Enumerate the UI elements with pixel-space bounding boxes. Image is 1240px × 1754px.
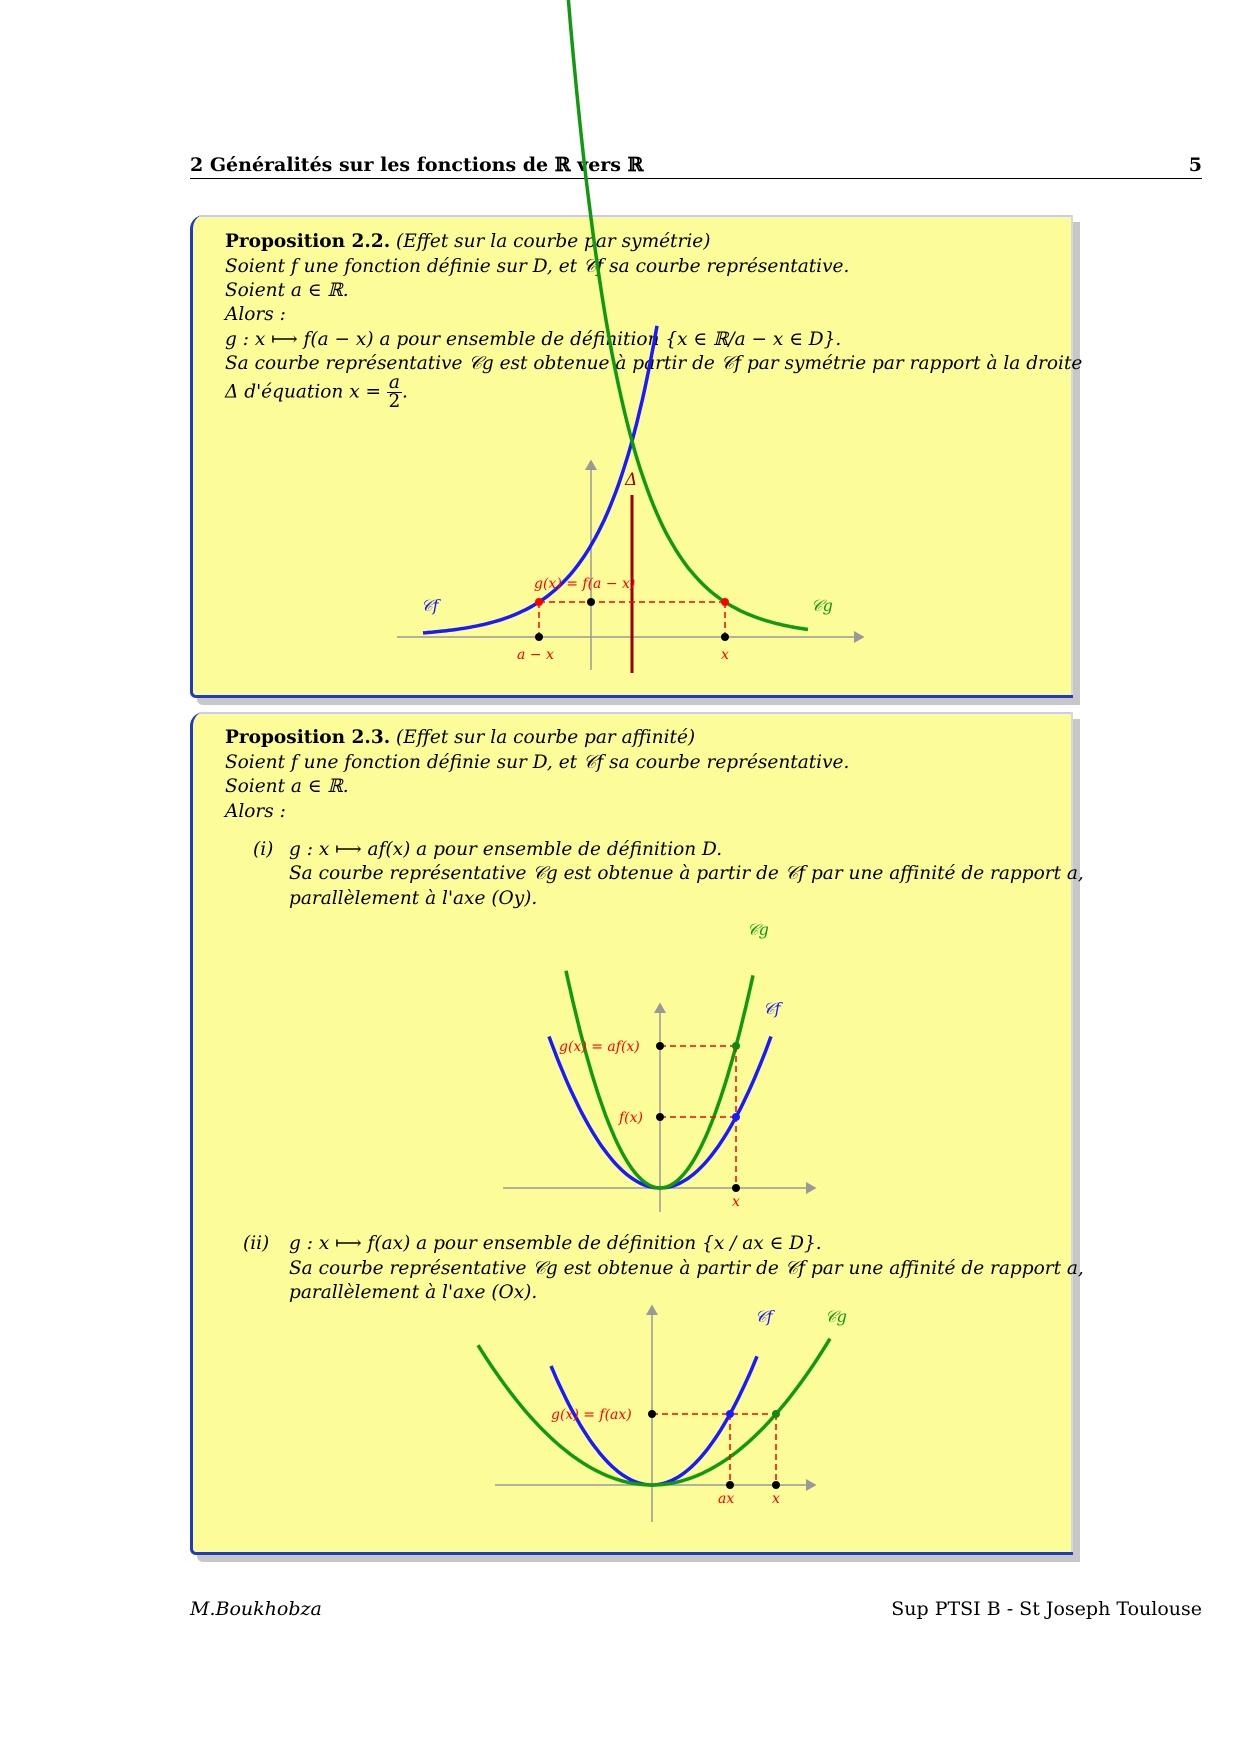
proposition-2-3-box	[190, 712, 1084, 1555]
symmetry-figure	[193, 215, 1073, 695]
x-label: x	[721, 647, 729, 663]
item1-line3: parallèlement à l'axe (Oy).	[289, 888, 538, 909]
fig1-point-cg	[732, 1042, 740, 1050]
fig2-cg-label: 𝒞g	[825, 1307, 847, 1326]
fig1-cf-label: 𝒞f	[763, 999, 781, 1018]
prop22-line5: Sa courbe représentative 𝒞g est obtenue à partir de 𝒞f par symétrie par rapport à la droite	[225, 353, 1083, 374]
fig1-point-x	[732, 1184, 740, 1192]
fig1-cg-label: 𝒞g	[747, 920, 769, 939]
fig2-gx-label: g(x) = f(ax)	[551, 1407, 632, 1423]
prop23-label: Proposition 2.3.	[225, 727, 391, 748]
item2-number: (ii)	[243, 1233, 270, 1254]
fig2-point-cg	[772, 1410, 780, 1418]
cf-label: 𝒞f	[421, 596, 439, 615]
fig2-point-cf	[726, 1410, 734, 1418]
footer-author: M.Boukhobza	[190, 1598, 322, 1620]
fig2-point-x	[772, 1481, 780, 1489]
a-over-2-fraction: $\frac{a}{2}$	[388, 372, 401, 412]
point-cg	[721, 598, 729, 606]
cg-label: 𝒞g	[811, 596, 833, 615]
point-a-minus-x	[535, 633, 543, 641]
prop23-subtitle: (Effet sur la courbe par affinité)	[396, 727, 696, 748]
fig1-point-fx-axis	[656, 1113, 664, 1121]
delta-label: Δ	[625, 470, 638, 490]
fig2-point-axis	[648, 1410, 656, 1418]
point-label: g(x) = f(a − x)	[534, 576, 636, 592]
prop22-label: Proposition 2.2.	[225, 231, 391, 252]
prop22-line6-prefix: Δ d'équation x =	[225, 381, 382, 403]
fig2-point-ax	[726, 1481, 734, 1489]
prop22-line6: Δ d'équation x = $\frac{a}{2}$ .	[225, 372, 408, 412]
prop23-line3: Alors :	[225, 801, 286, 822]
item2-line3: parallèlement à l'axe (Ox).	[289, 1282, 538, 1303]
a-minus-x-label: a − x	[517, 647, 554, 663]
point-x	[721, 633, 729, 641]
page-header	[190, 148, 1202, 179]
prop22-line2: Soient a ∈ ℝ.	[225, 280, 349, 301]
fig1-gx-label: g(x) = af(x)	[559, 1039, 640, 1055]
page-number: 5	[1188, 154, 1202, 176]
prop23-line2: Soient a ∈ ℝ.	[225, 776, 349, 797]
prop23-line1: Soient f une fonction définie sur D, et 𝒞f sa courbe représentative.	[225, 752, 850, 773]
item1-line2: Sa courbe représentative 𝒞g est obtenue à partir de 𝒞f par une affinité de rapport a,	[289, 863, 1084, 884]
prop22-line4: g : x ⟼ f(a − x) a pour ensemble de définition {x ∈ ℝ/a − x ∈ D}.	[225, 329, 842, 350]
proposition-2-2-box	[190, 215, 1083, 698]
item1-number: (i)	[253, 839, 274, 860]
prop22-line3: Alors :	[225, 304, 286, 325]
prop22-line1: Soient f une fonction définie sur D, et 𝒞f sa courbe représentative.	[225, 256, 850, 277]
fig2-ax-label: ax	[718, 1491, 735, 1507]
point-cf	[535, 598, 543, 606]
section-title: 2 Généralités sur les fonctions de ℝ vers ℝ	[190, 154, 644, 176]
fig1-x-label: x	[732, 1194, 740, 1210]
item1-line1: g : x ⟼ af(x) a pour ensemble de définition D.	[289, 839, 723, 860]
fig1-fx-label: f(x)	[619, 1110, 644, 1126]
fig1-point-gx-axis	[656, 1042, 664, 1050]
point-on-y-axis	[587, 598, 595, 606]
fig2-x-label: x	[772, 1491, 780, 1507]
item2-line1: g : x ⟼ f(ax) a pour ensemble de définition {x / ax ∈ D}.	[289, 1233, 822, 1254]
fig1-point-cf	[732, 1113, 740, 1121]
vertical-affinity-figure	[193, 712, 1073, 1552]
prop22-subtitle: (Effet sur la courbe par symétrie)	[396, 231, 711, 252]
item2-line2: Sa courbe représentative 𝒞g est obtenue à partir de 𝒞f par une affinité de rapport a,	[289, 1258, 1084, 1279]
footer-school: Sup PTSI B - St Joseph Toulouse	[891, 1598, 1202, 1620]
curve-cg	[551, 0, 808, 630]
fig2-cf-label: 𝒞f	[755, 1307, 773, 1326]
